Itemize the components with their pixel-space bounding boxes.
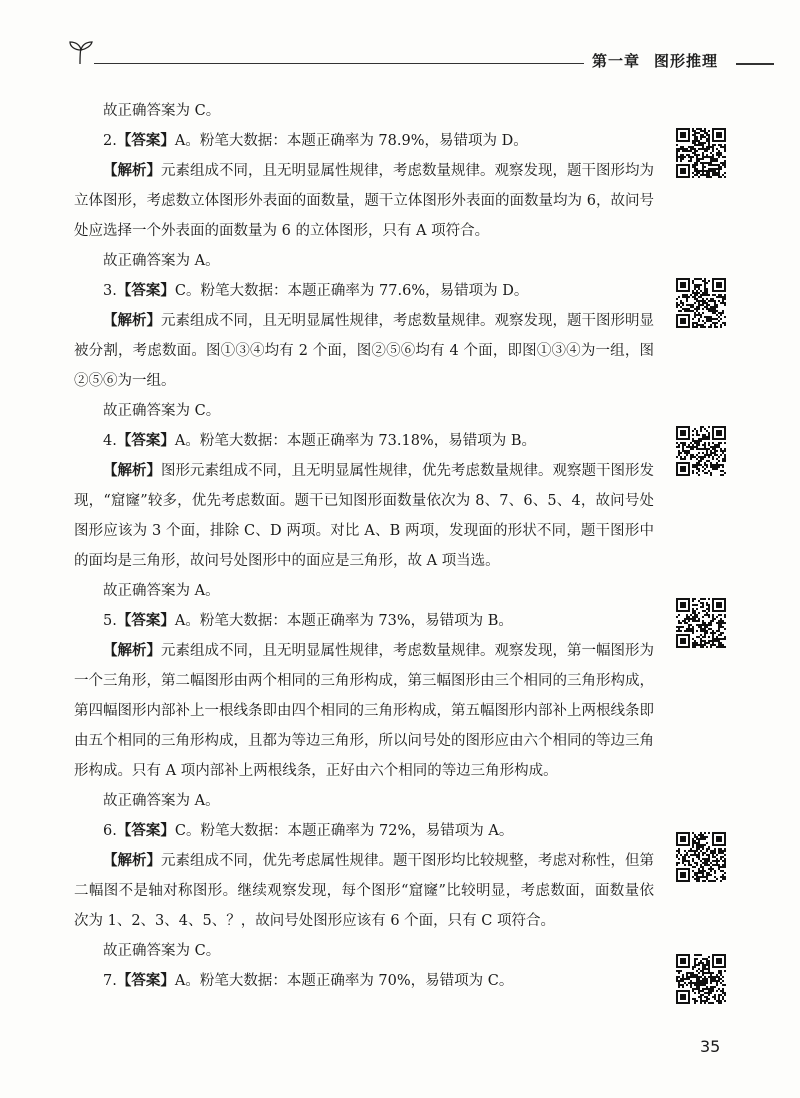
qr-code-icon[interactable] xyxy=(676,128,726,178)
analysis-tag: 【解析】 xyxy=(103,312,161,329)
analysis-tag: 【解析】 xyxy=(103,162,161,179)
answer-4-line: 4.【答案】A。粉笔大数据：本题正确率为 73.18%，易错项为 B。 xyxy=(103,432,536,449)
answer-tag: 【答案】 xyxy=(116,972,175,989)
qr-code-icon[interactable] xyxy=(676,598,726,648)
qr-code-icon[interactable] xyxy=(676,278,726,328)
analysis-tag: 【解析】 xyxy=(103,852,161,869)
analysis-tag: 【解析】 xyxy=(103,462,161,479)
qr-code-icon[interactable] xyxy=(676,426,726,476)
conclusion-6: 故正确答案为 C。 xyxy=(103,943,221,959)
conclusion-2: 故正确答案为 A。 xyxy=(103,253,220,269)
header-rule-tail xyxy=(736,63,774,65)
page-header xyxy=(0,0,800,80)
answer-5-line: 5.【答案】A。粉笔大数据：本题正确率为 73%，易错项为 B。 xyxy=(103,612,513,629)
header-rule xyxy=(94,63,584,64)
answer-tag: 【答案】 xyxy=(116,432,175,449)
analysis-2: 【解析】元素组成不同，且无明显属性规律，考虑数量规律。观察发现，题干图形均为立体图形，考虑数立体图形外表面的面数量，题干立体图形外表面的面数量均为 6，故问号处应选择一个外表面的面数量为 6 的立体图形，只有 A 项符合。 xyxy=(74,162,654,239)
answer-3-line: 3.【答案】C。粉笔大数据：本题正确率为 77.6%，易错项为 D。 xyxy=(103,282,529,299)
answer-line-1: 故正确答案为 C。 xyxy=(103,103,221,119)
analysis-4: 【解析】图形元素组成不同，且无明显属性规律，优先考虑数量规律。观察题干图形发现，“窟窿”较多，优先考虑数面。题干已知图形面数量依次为 8、7、6、5、4，故问号处图形应该为 3 个面，排除 C、D 两项。对比 A、B 两项，发现面的形状不同，题干图形中的面均是三角形，故问号处图形中的面应是三角形，故 A 项当选。 xyxy=(74,462,654,569)
conclusion-3: 故正确答案为 C。 xyxy=(103,403,221,419)
analysis-6: 【解析】元素组成不同，优先考虑属性规律。题干图形均比较规整，考虑对称性，但第二幅图不是轴对称图形。继续观察发现，每个图形“窟窿”比较明显，考虑数面，面数量依次为 1、2、3、4、5、？，故问号处图形应该有 6 个面，只有 C 项符合。 xyxy=(74,852,654,929)
analysis-tag: 【解析】 xyxy=(103,642,161,659)
qr-code-icon[interactable] xyxy=(676,954,726,1004)
qr-code-icon[interactable] xyxy=(676,832,726,882)
answer-tag: 【答案】 xyxy=(116,132,175,149)
answer-tag: 【答案】 xyxy=(116,282,175,299)
analysis-3: 【解析】元素组成不同，且无明显属性规律，考虑数量规律。观察发现，题干图形明显被分割，考虑数面。图①③④均有 2 个面，图②⑤⑥均有 4 个面，即图①③④为一组，图②⑤⑥为一组。 xyxy=(74,312,654,389)
answer-tag: 【答案】 xyxy=(116,822,175,839)
page-number: 35 xyxy=(700,1037,721,1056)
answer-7-line: 7.【答案】A。粉笔大数据：本题正确率为 70%，易错项为 C。 xyxy=(103,972,514,989)
answer-body xyxy=(74,96,654,996)
section-label: 图形推理 xyxy=(654,52,719,70)
chapter-label: 第一章 xyxy=(592,52,641,70)
sprout-icon xyxy=(66,40,96,66)
answer-tag: 【答案】 xyxy=(116,612,175,629)
chapter-title xyxy=(592,50,718,71)
analysis-5: 【解析】元素组成不同，且无明显属性规律，考虑数量规律。观察发现，第一幅图形为一个三角形，第二幅图形由两个相同的三角形构成，第三幅图形由三个相同的三角形构成，第四幅图形内部补上一根线条即由四个相同的三角形构成，第五幅图形内部补上两根线条即由五个相同的三角形构成，且都为等边三角形，所以问号处的图形应由六个相同的等边三角形构成。只有 A 项内部补上两根线条，正好由六个相同的等边三角形构成。 xyxy=(74,642,654,779)
answer-2-line: 2.【答案】A。粉笔大数据：本题正确率为 78.9%，易错项为 D。 xyxy=(103,132,528,149)
conclusion-4: 故正确答案为 A。 xyxy=(103,583,220,599)
conclusion-5: 故正确答案为 A。 xyxy=(103,793,220,809)
answer-6-line: 6.【答案】C。粉笔大数据：本题正确率为 72%，易错项为 A。 xyxy=(103,822,514,839)
